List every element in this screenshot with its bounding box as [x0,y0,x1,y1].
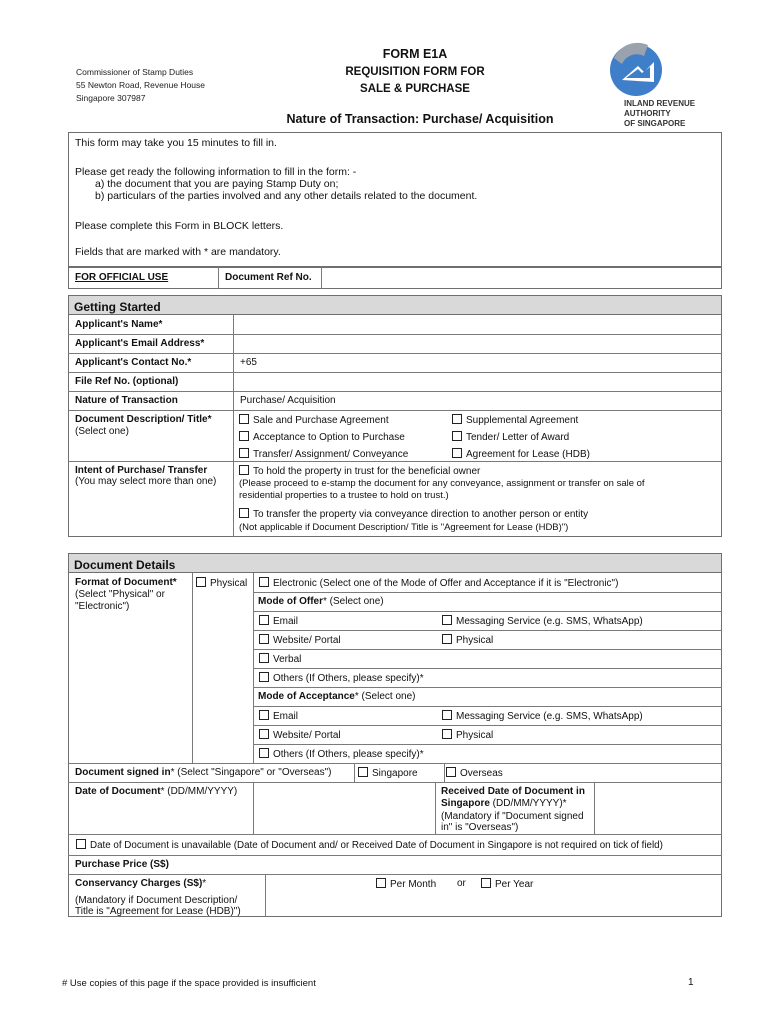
official-use-label: FOR OFFICIAL USE [75,272,169,283]
option-label: Messaging Service (e.g. SMS, WhatsApp) [456,616,643,627]
opt-acceptance-option[interactable] [239,431,405,444]
mode-accept-sub: * (Select one) [354,691,416,702]
iras-logo-icon [608,42,664,98]
conservancy-note2: Title is "Agreement for Lease (HDB)") [75,906,241,917]
option-label: To transfer the property via conveyance direction to another person or entity [253,509,589,520]
doc-desc-label: Document Description/ Title* [75,414,212,425]
document-details-header [68,553,722,573]
form-title-line2: SALE & PURCHASE [360,83,470,95]
option-label: Email [273,616,299,627]
checkbox-icon[interactable] [239,465,249,475]
received-label2 [441,798,567,810]
checkbox-icon[interactable] [376,878,386,888]
purchase-price-input[interactable] [270,856,721,874]
option-label: Overseas [460,768,503,779]
checkbox-icon[interactable] [196,577,206,587]
checkbox-icon[interactable] [442,710,452,720]
logo-text-line: OF SINGAPORE [624,119,686,128]
format-label: Format of Document* [75,577,177,588]
signed-in-title: Document signed in [75,767,171,778]
form-title-line1: REQUISITION FORM FOR [345,66,485,78]
applicant-contact-label: Applicant's Contact No.* [75,357,192,368]
offer-physical[interactable] [442,634,493,647]
time-note: This form may take you 15 minutes to fill in. [75,137,277,149]
date-sub: * (DD/MM/YYYY) [160,786,238,797]
option-label: Physical [210,578,248,589]
offer-verbal[interactable] [259,653,301,666]
checkbox-icon[interactable] [259,577,269,587]
accept-email[interactable] [259,710,298,723]
checkbox-icon[interactable] [358,767,368,777]
received-note2: in" is "Overseas") [441,822,519,833]
date-label [75,786,237,798]
checkbox-icon[interactable] [452,431,462,441]
checkbox-icon[interactable] [239,414,249,424]
format-sub1: (Select "Physical" or [75,589,165,600]
intent-conveyance-note: (Not applicable if Document Description/ Title is "Agreement for Lease (HDB)") [239,522,569,533]
accept-physical[interactable] [442,729,493,742]
checkbox-icon[interactable] [239,448,249,458]
date-unavailable[interactable] [76,839,663,852]
nature-label: Nature of Transaction [75,395,178,406]
option-label: Physical [456,730,494,741]
purchase-price-label: Purchase Price (S$) [75,859,169,870]
opt-lease-hdb[interactable] [452,448,590,461]
block-letters-note: Please complete this Form in BLOCK letters. [75,220,284,232]
option-label: Electronic (Select one of the Mode of Offer and Acceptance if it is "Electronic") [273,578,619,589]
option-label: To hold the property in trust for the beneficial owner [253,466,481,477]
doc-desc-sub: (Select one) [75,426,129,437]
option-label: Website/ Portal [273,635,341,646]
applicant-name-label: Applicant's Name* [75,319,163,330]
checkbox-icon[interactable] [76,839,86,849]
received-date-input[interactable] [595,783,721,833]
signed-in-label [75,767,332,779]
date-of-document-input[interactable] [254,783,434,833]
option-label: Supplemental Agreement [466,415,579,426]
intent-sub: (You may select more than one) [75,476,217,487]
ready-note: Please get ready the following information to fill in the form: - [75,166,357,178]
checkbox-icon[interactable] [442,634,452,644]
footer-note: # Use copies of this page if the space provided is insufficient [62,978,316,989]
contact-prefix[interactable]: +65 [240,357,257,368]
file-ref-input[interactable] [234,373,721,391]
checkbox-icon[interactable] [259,672,269,682]
checkbox-icon[interactable] [259,710,269,720]
option-label: Others (If Others, please specify)* [273,749,424,760]
checkbox-icon[interactable] [259,748,269,758]
intent-conveyance[interactable] [239,508,588,521]
signed-in-sub: * (Select "Singapore" or "Overseas") [170,767,332,778]
mode-accept-title: Mode of Acceptance [258,691,355,702]
authority-address [76,66,205,105]
option-label: Sale and Purchase Agreement [253,415,389,426]
checkbox-icon[interactable] [259,615,269,625]
received-label1: Received Date of Document in [441,786,585,797]
offer-messaging[interactable] [442,615,643,628]
doc-ref-label: Document Ref No. [225,272,312,283]
applicant-email-label: Applicant's Email Address* [75,338,205,349]
form-code: FORM E1A [382,47,448,61]
received-note1: (Mandatory if "Document signed [441,811,584,822]
option-label: Tender/ Letter of Award [466,432,570,443]
option-label: Email [273,711,299,722]
checkbox-icon[interactable] [446,767,456,777]
opt-sale-purchase[interactable] [239,414,389,427]
section-heading: Document Details [74,558,176,572]
logo-text-line: AUTHORITY [624,109,671,118]
mode-offer-label [258,596,384,608]
option-label: Per Month [390,879,437,890]
option-label: Messaging Service (e.g. SMS, WhatsApp) [456,711,643,722]
conservancy-star: * [202,878,207,889]
option-label: Per Year [495,879,534,890]
intent-label: Intent of Purchase/ Transfer [75,465,208,476]
nature-value: Purchase/ Acquisition [240,395,336,406]
conservancy-label [75,878,206,890]
mode-offer-sub: * (Select one) [323,596,384,607]
offer-others[interactable] [259,672,424,685]
logo-text-line: INLAND REVENUE [624,99,696,108]
opt-per-year[interactable] [481,878,533,891]
date-title: Date of Document [75,786,161,797]
page-number: 1 [688,977,694,988]
address-line: Commissioner of Stamp Duties [76,67,194,77]
doc-ref-field[interactable] [322,268,721,288]
checkbox-icon[interactable] [239,508,249,518]
offer-website[interactable] [259,634,341,647]
mode-accept-label [258,691,415,703]
conservancy-note1: (Mandatory if Document Description/ [75,895,238,906]
accept-website[interactable] [259,729,341,742]
mode-offer-title: Mode of Offer [258,596,323,607]
iras-logo-text [624,99,695,129]
checkbox-icon[interactable] [259,653,269,663]
checkbox-icon[interactable] [452,448,462,458]
accept-others[interactable] [259,748,424,761]
opt-singapore[interactable] [358,767,418,780]
checkbox-icon[interactable] [481,878,491,888]
conservancy-title: Conservancy Charges (S$) [75,878,203,889]
accept-messaging[interactable] [442,710,643,723]
intent-trust-note1: (Please proceed to e-stamp the document for any conveyance, assignment or transfer on sale of [239,478,645,489]
offer-email[interactable] [259,615,298,628]
checkbox-icon[interactable] [259,634,269,644]
or-text: or [457,878,466,889]
checkbox-icon[interactable] [442,615,452,625]
ready-item-b: b) particulars of the parties involved and any other details related to the document. [95,190,478,202]
opt-physical[interactable] [196,577,247,590]
checkbox-icon[interactable] [259,729,269,739]
opt-supplemental[interactable] [452,414,578,427]
option-label: Physical [456,635,494,646]
applicant-email-input[interactable] [234,335,721,353]
ready-item-a: a) the document that you are paying Stamp Duty on; [95,178,339,190]
address-line: 55 Newton Road, Revenue House [76,80,205,90]
checkbox-icon[interactable] [452,414,462,424]
option-label: Transfer/ Assignment/ Conveyance [253,449,409,460]
applicant-name-input[interactable] [234,316,721,334]
opt-transfer[interactable] [239,448,408,461]
opt-overseas[interactable] [446,767,503,780]
option-label: Others (If Others, please specify)* [273,673,424,684]
checkbox-icon[interactable] [239,431,249,441]
file-ref-label: File Ref No. (optional) [75,376,179,387]
checkbox-icon[interactable] [442,729,452,739]
section-heading: Getting Started [74,300,161,314]
intent-trust-note2: residential properties to a trustee to hold on trust.) [239,490,449,501]
received-title: Singapore [441,798,490,809]
option-label: Website/ Portal [273,730,341,741]
intent-trust[interactable] [239,465,480,478]
option-label: Singapore [372,768,418,779]
address-line: Singapore 307987 [76,93,146,103]
getting-started-header [68,295,722,315]
opt-per-month[interactable] [376,878,436,891]
option-label: Verbal [273,654,302,665]
received-sub: (DD/MM/YYYY)* [489,798,567,809]
opt-electronic[interactable] [259,577,618,590]
option-label: Date of Document is unavailable (Date of Document and/ or Received Date of Document in Singapore is not required on tick of field) [90,840,663,851]
option-label: Agreement for Lease (HDB) [466,449,590,460]
format-sub2: "Electronic") [75,601,130,612]
opt-tender[interactable] [452,431,569,444]
nature-title: Nature of Transaction: Purchase/ Acquisition [286,112,554,126]
mandatory-note: Fields that are marked with * are mandatory. [75,246,281,258]
option-label: Acceptance to Option to Purchase [253,432,405,443]
